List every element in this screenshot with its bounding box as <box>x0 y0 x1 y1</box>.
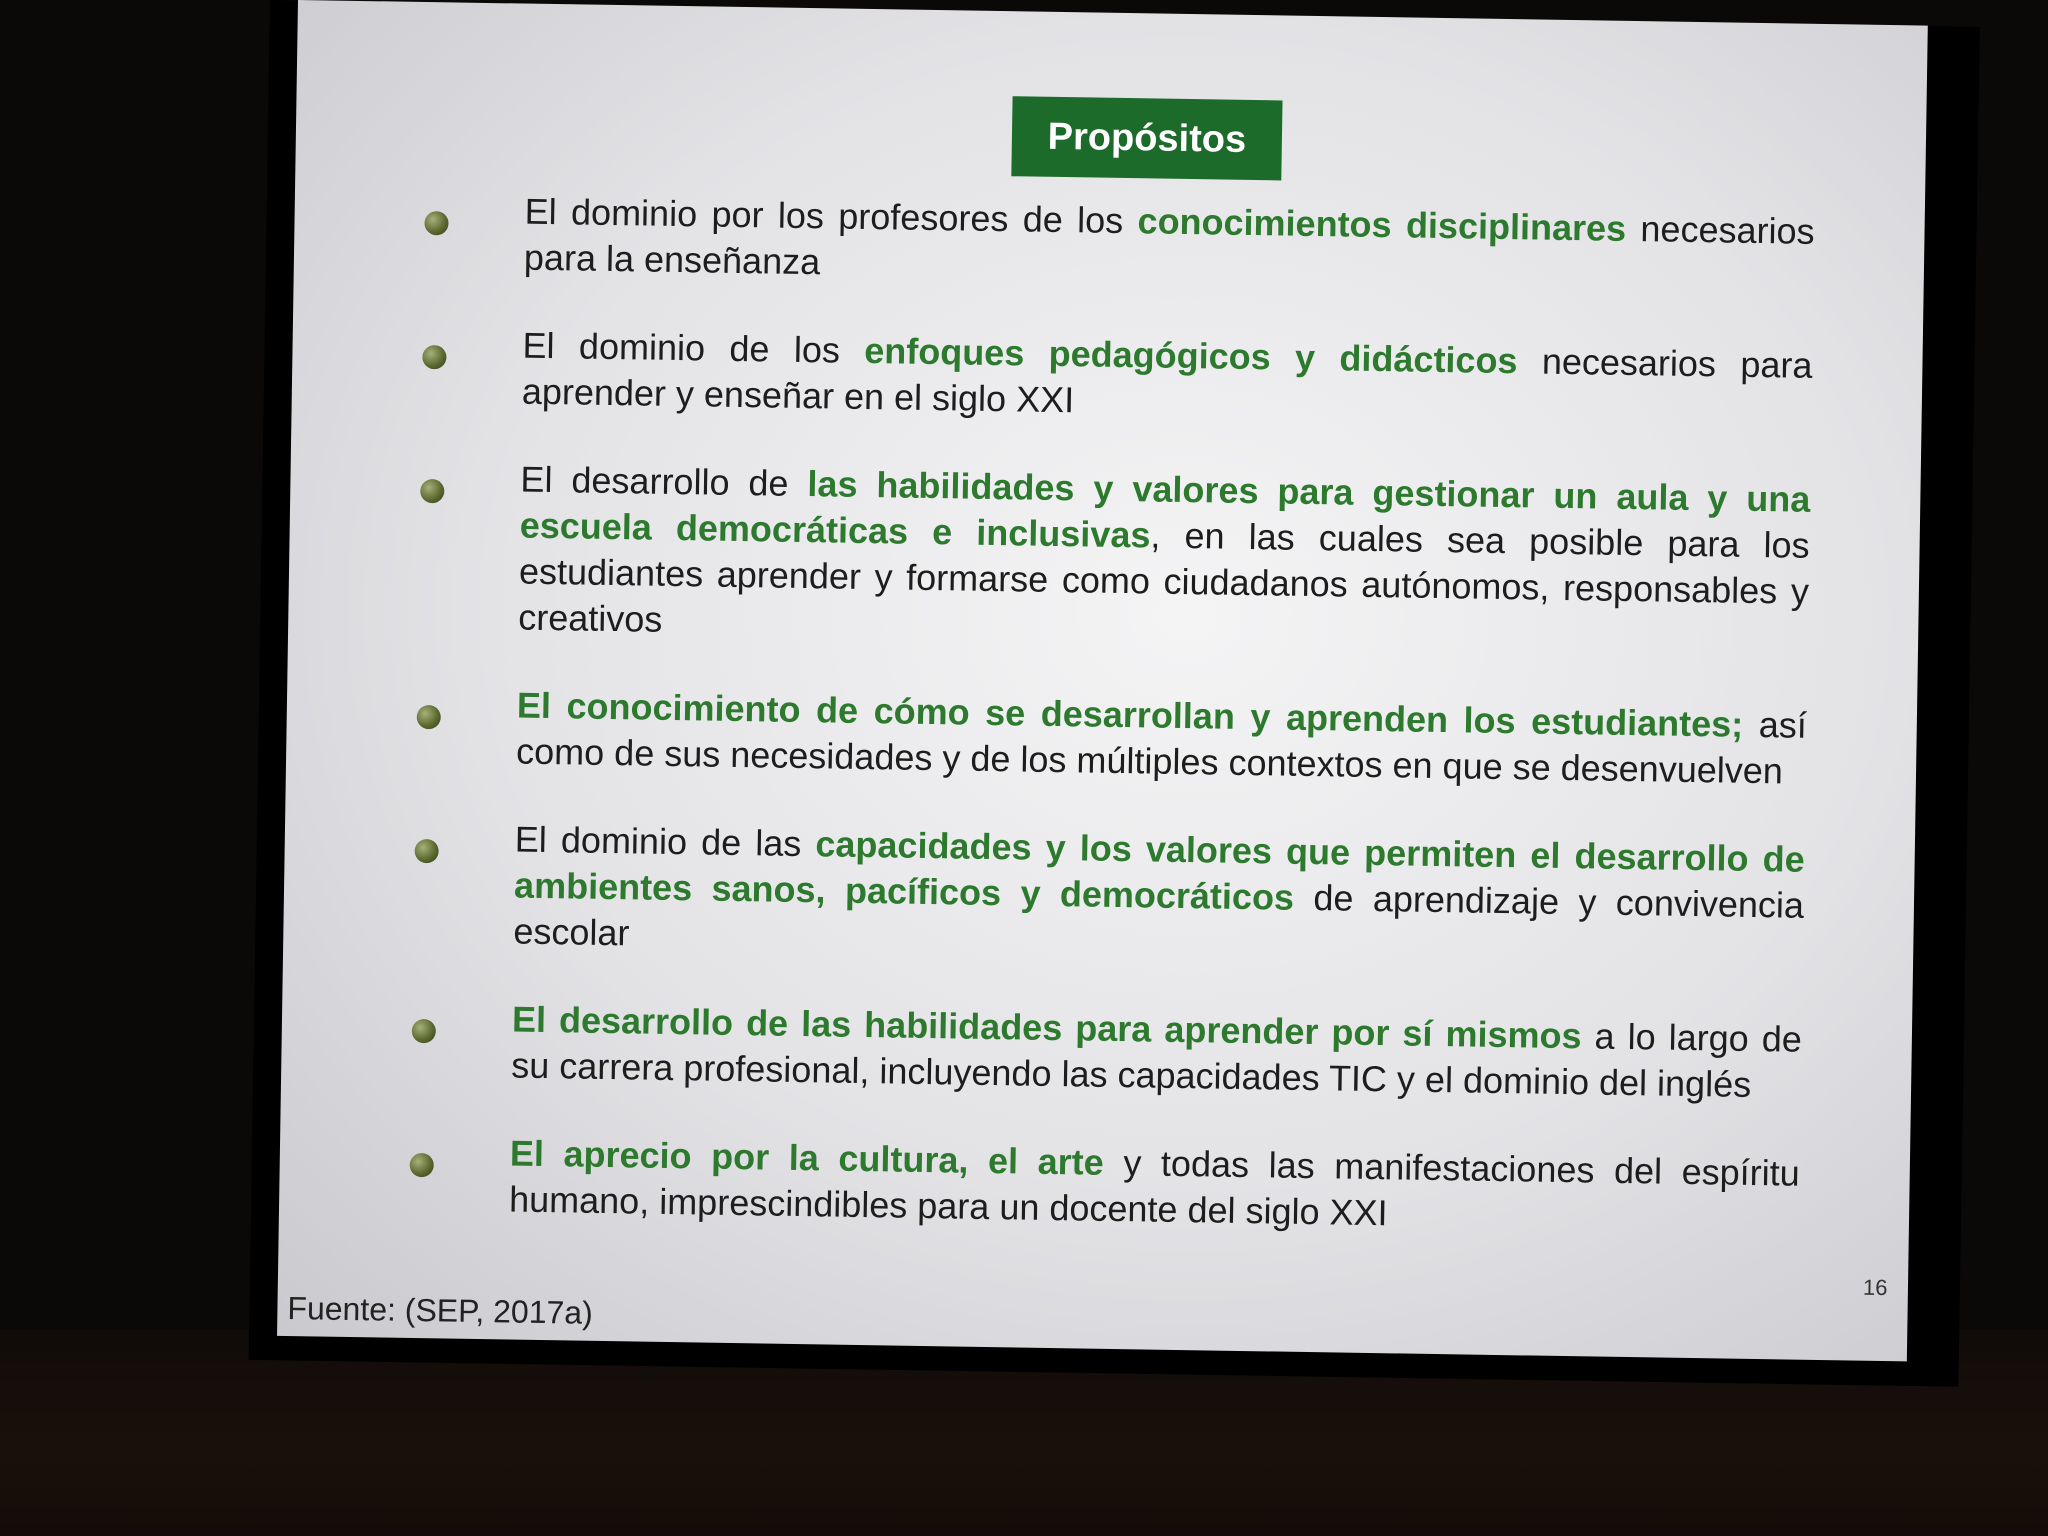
bullet-dot-icon <box>414 839 438 863</box>
item-text: necesarios para aprender y enseñar en el siglo XXI <box>521 340 1813 421</box>
projected-slide <box>277 0 1928 1361</box>
item-text: El dominio de las <box>514 818 816 865</box>
purpose-item <box>422 321 1813 435</box>
bullet-dot-icon <box>412 1019 436 1043</box>
item-text: El desarrollo de <box>520 458 808 505</box>
bullet-dot-icon <box>410 1153 434 1177</box>
purpose-item <box>411 995 1802 1109</box>
item-text: El dominio por los profesores de los <box>524 190 1138 242</box>
bullet-dot-icon <box>424 211 448 235</box>
highlighted-text: capacidades y los valores que permiten el desarrollo de ambientes sanos, pacíficos y democráticos <box>513 823 1806 918</box>
highlighted-text: El conocimiento de cómo se desarrollan y aprenden los estudiantes; <box>516 684 1744 745</box>
purpose-item <box>416 681 1807 795</box>
purpose-item <box>418 455 1811 661</box>
highlighted-text: conocimientos disciplinares <box>1137 200 1627 249</box>
purpose-item <box>424 187 1815 301</box>
item-text: , en las cuales sea posible para los estudiantes aprender y formarse como ciudadanos autónomos, responsables y creativos <box>518 514 1810 640</box>
item-text: El dominio de los <box>522 324 865 371</box>
highlighted-text: El desarrollo de las habilidades para aprender por sí mismos <box>511 998 1582 1057</box>
bullet-dot-icon <box>422 345 446 369</box>
item-text: y todas las manifestaciones del espíritu humano, imprescindibles para un docente del siglo XXI <box>508 1141 1801 1234</box>
highlighted-text: las habilidades y valores para gestionar un aula y una escuela democráticas e inclusivas <box>519 463 1811 556</box>
item-text: necesarios para la enseñanza <box>523 207 1815 283</box>
purpose-list <box>408 187 1815 1285</box>
item-text: a lo largo de su carrera profesional, incluyendo las capacidades TIC y el dominio del inglés <box>510 1015 1803 1105</box>
purpose-item <box>413 815 1805 975</box>
bullet-dot-icon <box>420 479 444 503</box>
item-text: así como de sus necesidades y de los múltiples contextos en que se desenvuelven <box>515 703 1808 792</box>
highlighted-text: El aprecio por la cultura, el arte <box>509 1132 1105 1183</box>
slide-page-number: 16 <box>1862 1274 1888 1301</box>
item-text: de aprendizaje y convivencia escolar <box>513 876 1805 954</box>
slide-title: Propósitos <box>1047 115 1247 161</box>
source-citation: Fuente: (SEP, 2017a) <box>287 1289 594 1331</box>
purpose-item <box>409 1129 1800 1243</box>
highlighted-text: enfoques pedagógicos y didácticos <box>863 329 1518 382</box>
bullet-dot-icon <box>417 705 441 729</box>
slide-title-box <box>1011 96 1282 180</box>
